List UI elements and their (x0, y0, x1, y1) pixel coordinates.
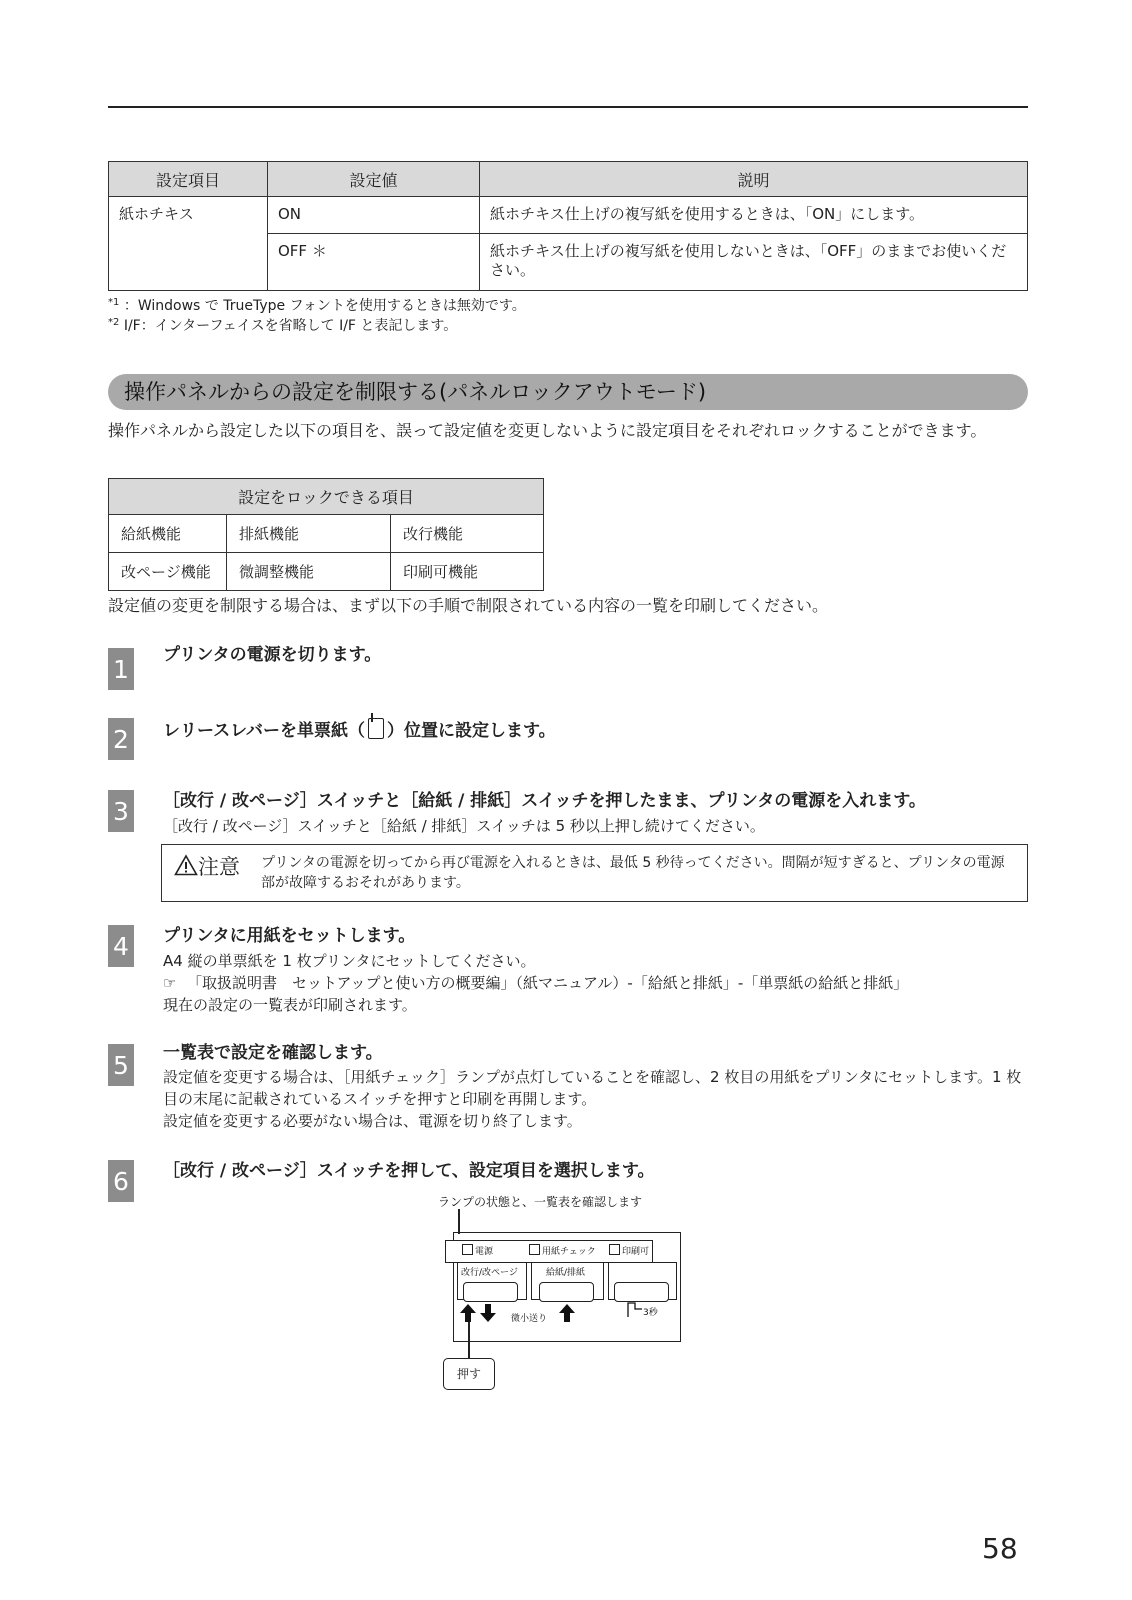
lock-item: 給紙機能 (109, 515, 227, 553)
cell-desc: 紙ホチキス仕上げの複写紙を使用しないときは、「OFF」のままでお使いください。 (480, 234, 1028, 291)
diagram-caption: ランプの状態と、一覧表を確認します (438, 1195, 643, 1209)
step-body: ［改行 / 改ページ］スイッチと［給紙 / 排紙］スイッチは 5 秒以上押し続けてください。 (163, 817, 765, 835)
step-body: 現在の設定の一覧表が印刷されます。 (163, 996, 417, 1014)
col-header-item: 設定項目 (109, 162, 268, 197)
load-eject-button (539, 1282, 594, 1302)
cut-sheet-lever-icon (368, 718, 384, 739)
step-number: 5 (108, 1044, 134, 1086)
warning-icon (174, 854, 198, 876)
step-number: 1 (108, 648, 134, 690)
step-title: プリンタの電源を切ります。 (163, 645, 382, 665)
lock-items-table (108, 478, 544, 591)
linefeed-label: 改行/改ページ (461, 1268, 518, 1278)
step-number: 3 (108, 790, 134, 832)
hold-bracket-icon (627, 1301, 643, 1317)
section-intro: 操作パネルから設定した以下の項目を、誤って設定値を変更しないように設定項目をそれぞれロックすることができます。 (108, 421, 987, 440)
cell-desc: 紙ホチキス仕上げの複写紙を使用するときは、「ON」にします。 (480, 197, 1028, 234)
lock-table-header: 設定をロックできる項目 (109, 479, 544, 515)
col-header-desc: 説明 (480, 162, 1028, 197)
col-header-value: 設定値 (268, 162, 480, 197)
settings-table (108, 161, 1028, 291)
step-title: レリースレバーを単票紙（ ）位置に設定します。 (163, 718, 556, 742)
step-body: 設定値を変更する場合は、［用紙チェック］ランプが点灯していることを確認し、2 枚目の用紙をプリンタにセットします。1 枚目の末尾に記載されているスイッチを押すと印刷を再開します。 (163, 1068, 1022, 1108)
lock-item: 排紙機能 (227, 515, 391, 553)
press-leader (468, 1322, 470, 1360)
lock-item: 微調整機能 (227, 553, 391, 591)
step-number: 6 (108, 1160, 134, 1202)
press-callout: 押す (443, 1358, 495, 1390)
step-number: 2 (108, 718, 134, 760)
reference-pointer-icon: ☞ (163, 974, 177, 992)
step-title: ［改行 / 改ページ］スイッチと［給紙 / 排紙］スイッチを押したまま、プリンタの電源を入れます。 (163, 791, 926, 811)
cell-value: OFF ＊ (268, 234, 480, 291)
step-body: A4 縦の単票紙を 1 枚プリンタにセットしてください。 (163, 952, 536, 970)
lamp-power: 電源 (462, 1244, 493, 1257)
cell-item: 紙ホチキス (109, 197, 268, 291)
page-number: 58 (982, 1532, 1018, 1565)
cell-value: ON (268, 197, 480, 234)
lead-paragraph: 設定値の変更を制限する場合は、まず以下の手順で制限されている内容の一覧を印刷してください。 (108, 596, 829, 615)
up-arrow-icon (558, 1304, 576, 1324)
lamp-paper-check: 用紙チェック (529, 1244, 596, 1257)
step-reference: ☞ 「取扱説明書 セットアップと使い方の概要編」（紙マニュアル）-「給紙と排紙」-「単票紙の給紙と排紙」 (163, 974, 909, 992)
footnotes (108, 296, 526, 336)
lock-item: 印刷可機能 (391, 553, 544, 591)
section-title: 操作パネルからの設定を制限する(パネルロックアウトモード) (108, 374, 1028, 410)
step-body: 設定値を変更する必要がない場合は、電源を切り終了します。 (163, 1112, 582, 1130)
step-title: プリンタに用紙をセットします。 (163, 926, 416, 946)
step-number: 4 (108, 925, 134, 967)
caution-box (161, 844, 1028, 902)
lock-item: 改ページ機能 (109, 553, 227, 591)
step-title: 一覧表で設定を確認します。 (163, 1043, 383, 1063)
lock-item: 改行機能 (391, 515, 544, 553)
feed-arrows-icon (459, 1304, 499, 1324)
caption-leader (458, 1209, 460, 1234)
load-eject-label: 給紙/排紙 (546, 1268, 586, 1278)
header-rule (108, 106, 1028, 108)
footnote: $^{*1}$ ：Windows で TrueType フォントを使用するときは無効です。 (108, 297, 526, 314)
pause-button (614, 1282, 669, 1302)
footnote: $^{*2}$ I/F：インターフェイスを省略して I/F と表記します。 (108, 317, 458, 334)
hold-seconds-label: 3秒 (643, 1308, 658, 1318)
caution-label: 注意 (174, 853, 240, 881)
micro-feed-label: 微小送り (511, 1314, 548, 1324)
lamp-ready: 印刷可 (609, 1244, 649, 1257)
linefeed-button (463, 1282, 518, 1302)
step-title: ［改行 / 改ページ］スイッチを押して、設定項目を選択します。 (163, 1161, 655, 1181)
caution-text: プリンタの電源を切ってから再び電源を入れるときは、最低 5 秒待ってください。間隔が短すぎると、プリンタの電源部が故障するおそれがあります。 (261, 855, 1005, 891)
